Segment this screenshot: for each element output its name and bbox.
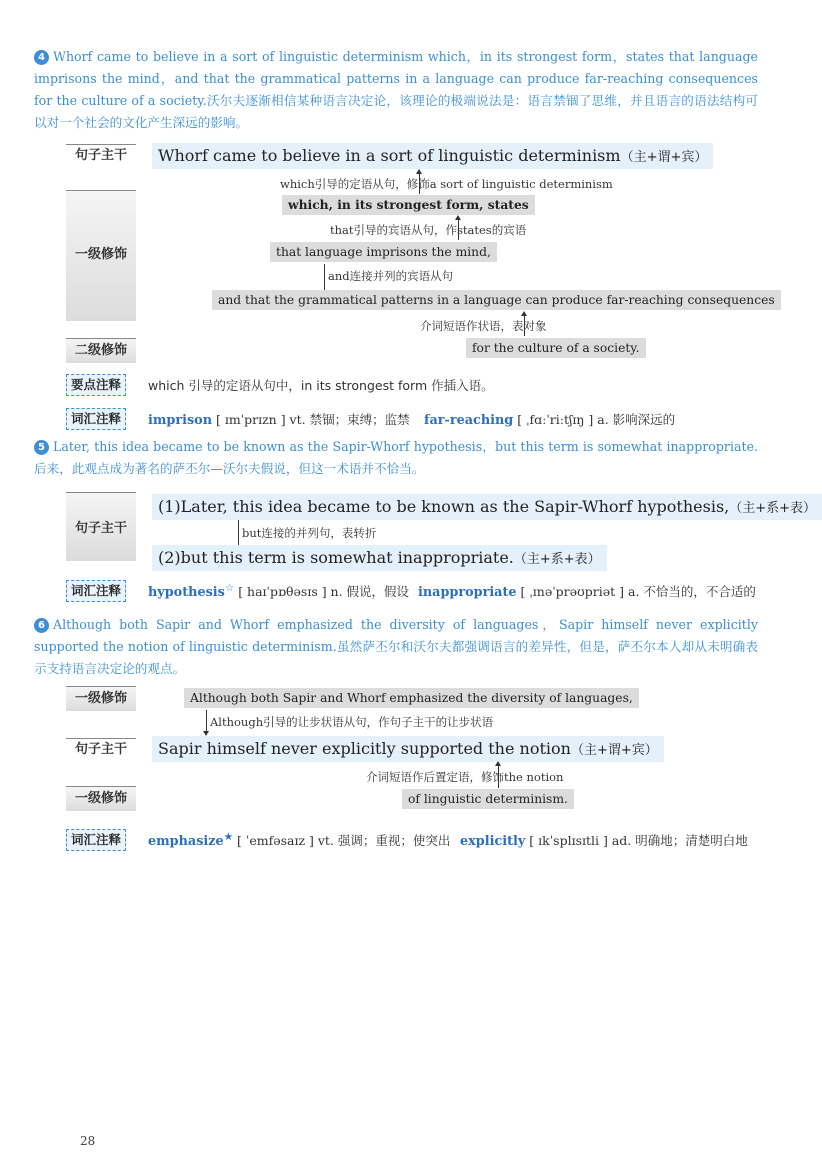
label-main-clause: 句子主干 [66,738,136,761]
sentence-6-chinese: 虽然萨丕尔和沃尔夫都强调语言的差异性，但是，萨丕尔本人却从未明确表示支持语言决定论的观点。 [34,639,759,676]
annotation-although-clause: Although引导的让步状语从句，作句子主干的让步状语 [210,715,494,729]
arrow-up-icon [416,169,422,174]
modifier-prep-phrase: of linguistic determinism. [402,789,574,809]
vocab-definition: [ ɪmˈprɪzn ] vt. 禁锢；束缚；监禁 [215,412,410,427]
tag-vocabulary: 词汇注释 [66,829,126,851]
main-clause-2 [152,545,607,571]
label-level1-box [66,190,136,321]
key-note-text: which 引导的定语从句中，in its strongest form 作插入语。 [148,378,494,393]
main-clause-structure-note: （主+谓+宾） [620,150,708,165]
main-clause-1-structure-note: （主+系+表） [729,501,817,516]
sentence-4-paragraph [34,46,758,134]
vocab-entry [460,831,748,849]
vocab-definition: [ haɪˈpɒθəsɪs ] n. 假说，假设 [238,584,410,600]
connector-line [238,520,239,546]
annotation-prep-phrase: 介词短语作状语，表对象 [420,319,547,333]
label-main-clause: 句子主干 [74,521,127,536]
vocab-entry [148,831,450,849]
sentence-6-english: Although both Sapir and Whorf emphasized the diversity of languages，Sapir himself never explicitly supported the notion of linguistic determinism. [34,617,758,654]
star-icon: ★ [223,831,234,843]
sentence-4-chinese: 沃尔夫逐渐相信某种语言决定论，该理论的极端说法是：语言禁锢了思维，并且语言的语法结构可以对一个社会的文化产生深远的影响。 [34,93,759,130]
annotation-and-clause: and连接并列的宾语从句 [328,269,454,283]
annotation-which-clause: which引导的定语从句，修饰a sort of linguistic determinism [280,177,613,191]
vocab-definition: [ ˌɪnəˈprəʊpriət ] a. 不恰当的，不合适的 [520,584,756,599]
main-clause-text: Sapir himself never explicitly supported the notion [158,739,571,758]
vocab-headword: hypothesis [148,585,225,601]
sentence-4-english: Whorf came to believe in a sort of linguistic determinism which，in its strongest form，states that language imprisons the mind，and that the grammatical patterns in a language can produce far-reaching consequences for the culture of a society. [34,49,758,108]
vocab-definition: [ ɪkˈsplɪsɪtli ] ad. 明确地；清楚明白地 [529,833,748,848]
sentence-number-badge: 4 [34,50,49,65]
label-level2: 二级修饰 [74,343,127,358]
annotation-prep-phrase: 介词短语作后置定语，修饰the notion [366,770,564,784]
sentence-5-chinese: 后来，此观点成为著名的萨丕尔—沃尔夫假说，但这一术语并不恰当。 [34,461,425,476]
page-number: 28 [80,1134,96,1148]
modifier-prep-phrase: for the culture of a society. [466,338,646,358]
modifier-and-clause: and that the grammatical patterns in a language can produce far-reaching consequences [212,290,781,310]
vocab-entry [418,582,756,600]
tag-vocabulary: 词汇注释 [66,580,126,602]
main-clause-structure-note: （主+谓+宾） [570,743,658,758]
vocab-headword: explicitly [460,834,526,849]
vocab-entry [424,410,675,428]
label-level1: 一级修饰 [74,247,127,262]
star-icon: ☆ [224,582,235,594]
label-main-clause-box [66,492,136,561]
sentence-5-paragraph [34,436,758,480]
label-level1: 一级修饰 [74,691,127,706]
arrow-up-icon [495,761,501,766]
main-clause [152,143,713,169]
sentence-5-english: Later, this idea became to be known as the Sapir-Whorf hypothesis，but this term is somewhat inappropriate. [53,439,758,454]
main-clause-text: Whorf came to believe in a sort of linguistic determinism [158,146,621,165]
label-level2-box [66,338,136,363]
modifier-that-clause: that language imprisons the mind, [270,242,497,262]
vocab-definition: [ ˈemfəsaɪz ] vt. 强调；重视；使突出 [237,833,451,849]
modifier-although-clause: Although both Sapir and Whorf emphasized the diversity of languages, [184,688,639,708]
arrow-up-icon [521,311,527,316]
sentence-6-paragraph [34,614,758,680]
vocab-headword: emphasize [148,834,224,850]
main-clause-1-text: (1)Later, this idea became to be known as the Sapir-Whorf hypothesis, [158,497,730,516]
vocab-headword: inappropriate [418,585,517,600]
annotation-but-clause: but连接的并列句，表转折 [242,526,377,540]
tag-vocabulary: 词汇注释 [66,408,126,430]
annotation-that-clause: that引导的宾语从句，作states的宾语 [330,223,527,237]
main-clause-1 [152,494,822,520]
label-level1-box [66,686,136,711]
main-clause [152,736,664,762]
label-level1: 一级修饰 [74,791,127,806]
connector-line [206,710,207,732]
vocab-headword: imprison [148,413,212,428]
sentence-number-badge: 5 [34,440,49,455]
main-clause-2-structure-note: （主+系+表） [513,552,601,567]
vocab-entry [148,582,409,600]
sentence-number-badge: 6 [34,618,49,633]
vocab-headword: far-reaching [424,413,514,428]
modifier-which-clause: which, in its strongest form, states [282,195,535,215]
main-clause-2-text: (2)but this term is somewhat inappropriate. [158,548,514,567]
label-main-clause: 句子主干 [66,144,136,167]
tag-key-notes: 要点注释 [66,374,126,396]
arrow-up-icon [455,215,461,220]
vocab-entry [148,410,410,428]
vocab-definition: [ ˌfɑːˈriːtʃɪŋ ] a. 影响深远的 [517,412,676,427]
label-level1-box [66,786,136,811]
